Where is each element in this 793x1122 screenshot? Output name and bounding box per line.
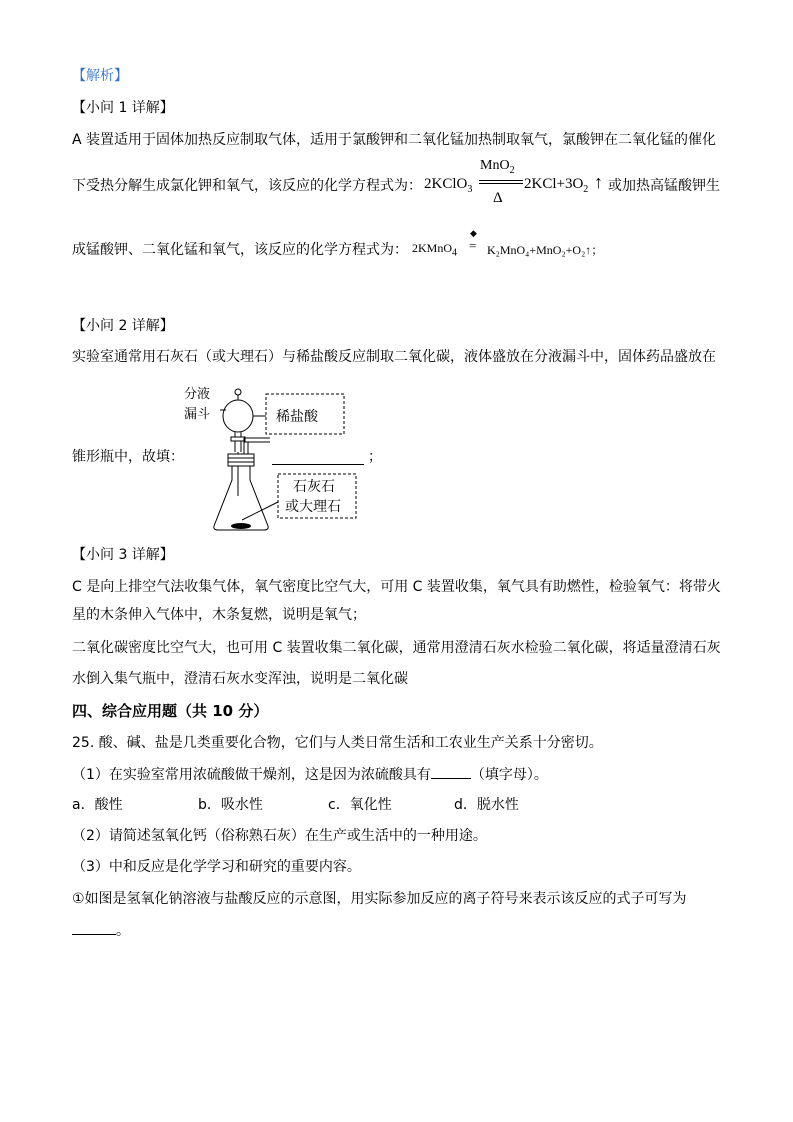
eq2-right: K₂MnO₄+MnO₂+O₂↑；: [487, 243, 604, 257]
q3-line2: 星的木条伸入气体中，木条复燃，说明是氧气；: [72, 607, 366, 623]
solid-label-1: 石灰石: [293, 479, 335, 495]
q25-sub2: （2）请简述氢氧化钙（俗称熟石灰）在生产或生活中的一种用途。: [72, 828, 487, 844]
eq2-sign: =: [469, 238, 477, 253]
eq1-condition: Δ: [493, 190, 503, 206]
q2-line2-suffix: ；: [368, 449, 382, 465]
q1-line2-prefix: 下受热分解生成氯化钾和氧气，该反应的化学方程式为：: [72, 178, 422, 194]
analysis-header: 【解析】: [72, 68, 128, 84]
funnel-label-1: 分液: [184, 387, 211, 402]
q1-line2-suffix: 或加热高锰酸钾生: [608, 178, 720, 194]
q25-sub3-1-blank: [72, 920, 116, 935]
q2-line2-prefix: 锥形瓶中，故填：: [72, 449, 184, 465]
q25-sub3-1: ①如图是氢氧化钠溶液与盐酸反应的示意图，用实际参加反应的离子符号来表示该反应的式子可写为: [72, 891, 687, 907]
q3-line4: 水倒入集气瓶中，澄清石灰水变浑浊，说明是二氧化碳: [72, 671, 408, 687]
solid-label-2: 或大理石: [285, 499, 341, 515]
conical-flask-icon: [214, 466, 268, 530]
option-c: c．氧化性: [328, 797, 392, 813]
eq1-catalyst: MnO$_2$: [480, 158, 515, 176]
q3-line3: 二氧化碳密度比空气大，也可用 C 装置收集二氧化碳，通常用澄清石灰水检验二氧化碳，将适量澄清石灰: [72, 640, 721, 656]
q3-line1: C 是向上排空气法收集气体，氧气密度比空气大，可用 C 装置收集，氧气具有助燃性，检验氧气：将带火: [72, 579, 721, 595]
q1-header: 【小问 1 详解】: [72, 100, 174, 116]
rubber-stopper-icon: [228, 454, 254, 466]
q1-line3-prefix: 成锰酸钾、二氧化锰和氧气，该反应的化学方程式为：: [72, 242, 408, 258]
option-d: d．脱水性: [454, 797, 519, 813]
eq1-bar-top: [479, 180, 523, 181]
eq2-heat-mark: ◆: [470, 228, 477, 238]
solid-reagent-icon: [231, 523, 251, 529]
eq1-left: 2KClO$_3$: [424, 176, 473, 195]
funnel-stopper-icon: [235, 389, 241, 395]
eq1-arrow: ↑: [594, 172, 603, 192]
q25-stem: 25. 酸、碱、盐是几类重要化合物，它们与人类日常生活和工农业生产关系十分密切。: [72, 735, 603, 751]
separatory-funnel-icon: [223, 400, 253, 432]
q25-sub3-1-end: 。: [72, 920, 130, 941]
q3-header: 【小问 3 详解】: [72, 547, 174, 563]
q25-sub3: （3）中和反应是化学学习和研究的重要内容。: [72, 859, 361, 875]
eq1-right: $2KCl+3O_2$: [524, 176, 589, 195]
acid-label: 稀盐酸: [276, 409, 318, 425]
q25-sub1: （1）在实验室常用浓硫酸做干燥剂，这是因为浓硫酸具有 （填字母）。: [72, 764, 548, 785]
section-title: 四、综合应用题（共 10 分）: [72, 702, 269, 720]
q1-line1: A 装置适用于固体加热反应制取气体，适用于氯酸钾和二氧化锰加热制取氧气，氯酸钾在二氧化锰的催化: [72, 132, 717, 148]
q2-header: 【小问 2 详解】: [72, 318, 174, 334]
eq1-bar-bottom: [479, 183, 523, 184]
option-a: a．酸性: [72, 797, 123, 813]
funnel-label-2: 漏斗: [184, 407, 211, 422]
q2-line1: 实验室通常用石灰石（或大理石）与稀盐酸反应制取二氧化碳，液体盛放在分液漏斗中，固体药品盛放在: [72, 349, 716, 365]
option-b: b．吸水性: [198, 797, 263, 813]
eq2-left: 2KMnO$_4$: [412, 241, 458, 259]
q25-sub1-blank: [431, 764, 471, 779]
